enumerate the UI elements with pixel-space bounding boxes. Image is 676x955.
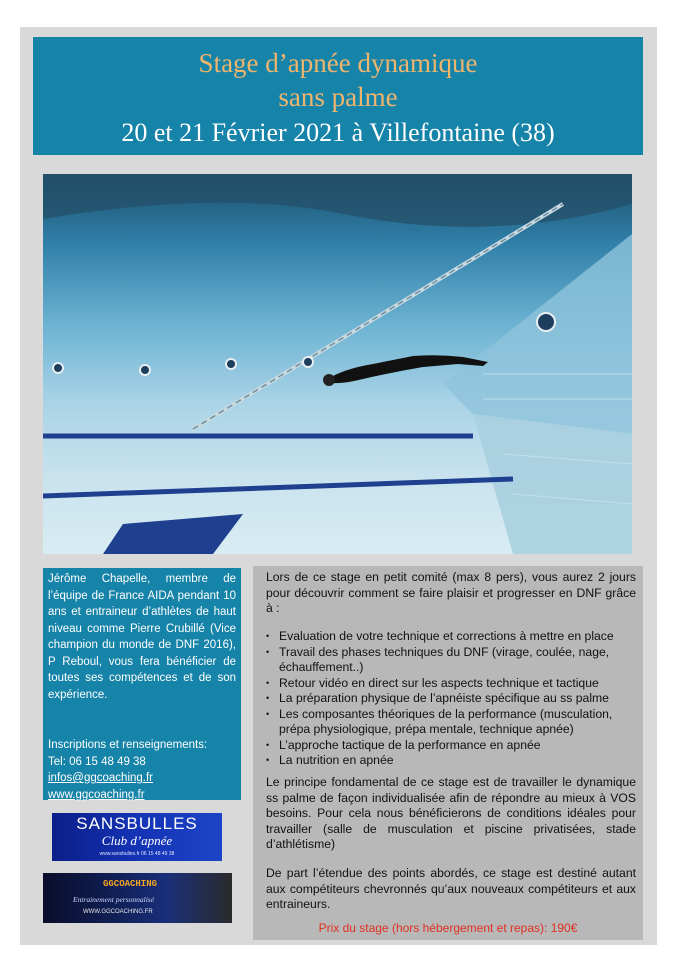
sansbulles-contact: www.sansbulles.fr 06 15 48 49 38 <box>99 851 175 857</box>
list-item: • Retour vidéo en direct sur les aspects technique et tactique <box>266 676 638 692</box>
inscriptions-label: Inscriptions et renseignements: <box>48 739 208 751</box>
list-item: • Travail des phases techniques du DNF (virage, coulée, nage, échauffement..) <box>266 645 638 676</box>
sansbulles-name: SANSBULLES <box>76 814 198 833</box>
header-banner <box>33 37 643 155</box>
list-item: • Les composantes théoriques de la performance (musculation, prépa physiologique, prépa mentale, technique apnée) <box>266 707 638 738</box>
ggcoaching-url: WWW.GGCOACHING.FR <box>83 909 153 915</box>
title-line-2: sans palme <box>278 82 398 112</box>
audience-paragraph: De part l’étendue des points abordés, ce stage est destiné autant aux compétiteurs chevronnés qu’aux nouveaux compétiteurs et aux entraineurs. <box>266 866 636 911</box>
contact-block <box>48 737 236 803</box>
principle-paragraph: Le principe fondamental de ce stage est de travailler le dynamique ss palme de façon individualisée afin de répondre au mieux à VOS besoins. Pour cela nous bénéficierons de conditions idéales pour travailler (salle de musculation et piscine privatisées, stade d’athlétisme) <box>266 775 636 851</box>
website-link[interactable]: www.ggcoaching.fr <box>48 788 145 801</box>
list-item: • La nutrition en apnée <box>266 753 638 769</box>
price-text: Prix du stage (hors hébergement et repas): 190€ <box>318 921 578 935</box>
date-location: 20 et 21 Février 2021 à Villefontaine (38) <box>121 118 555 147</box>
stage-description-panel <box>253 566 643 940</box>
ggcoaching-name: GGCOACHING <box>103 879 158 889</box>
pool-photo <box>43 174 632 554</box>
coach-bio-text: Jérôme Chapelle, membre de l’équipe de France AIDA pendant 10 ans et entraineur d’athlètes de haut niveau comme Pierre Crubillé (Vice champion du monde de DNF 2016), P Reboul, vous fera bénéficier de toutes ses compétences et de son expérience. <box>48 573 236 701</box>
sansbulles-subtitle: Club d’apnée <box>101 833 173 848</box>
coach-bio-panel <box>43 568 241 800</box>
phone-number: Tel: 06 15 48 49 38 <box>48 755 146 768</box>
program-list <box>266 629 638 769</box>
ggcoaching-subtitle: Entrainement personnalisé <box>73 895 155 904</box>
intro-paragraph: Lors de ce stage en petit comité (max 8 pers), vous aurez 2 jours pour découvrir comment se faire plaisir et progresser en DNF grâce à : <box>266 570 636 615</box>
title-line-1: Stage d’apnée dynamique <box>198 48 478 78</box>
list-item: • L’approche tactique de la performance en apnée <box>266 738 638 754</box>
email-link[interactable]: infos@ggcoaching.fr <box>48 772 154 784</box>
list-item: • La préparation physique de l’apnéiste spécifique au ss palme <box>266 691 638 707</box>
ggcoaching-logo <box>43 873 232 923</box>
list-item: • Evaluation de votre technique et corrections à mettre en place <box>266 629 638 645</box>
sansbulles-logo <box>52 813 222 861</box>
